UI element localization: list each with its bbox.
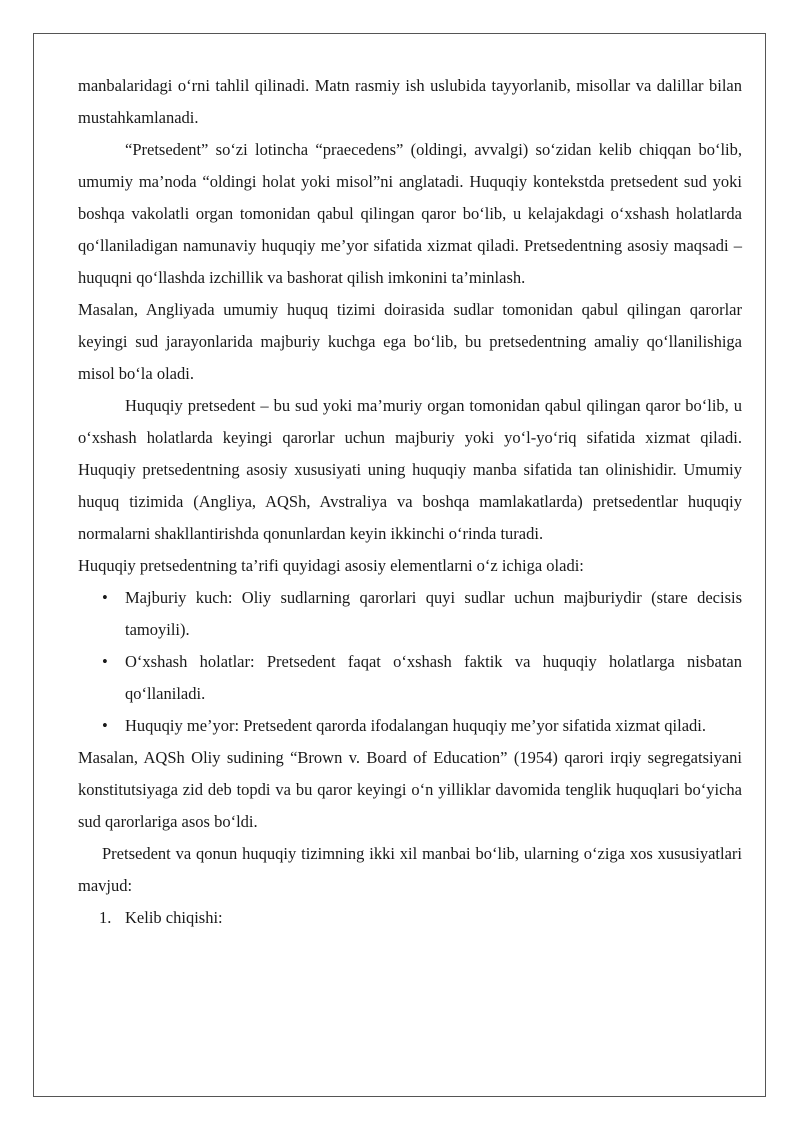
bullet-marker: • [102, 588, 108, 607]
list-item-text: Majburiy kuch: Oliy sudlarning qarorlari quyi sudlar uchun majburiydir (stare decisis tamoyili). [125, 588, 742, 639]
paragraph-6: Masalan, AQSh Oliy sudining “Brown v. Board of Education” (1954) qarori irqiy segregatsiyani konstitutsiyaga zid deb topdi va bu qaror keyingi o‘n yilliklar davomida tenglik huquqlari bo‘yicha sud qarorlariga asos bo‘ldi. [78, 748, 742, 831]
paragraph-4: Huquqiy pretsedent – bu sud yoki ma’muriy organ tomonidan qabul qilingan qaror bo‘lib, u o‘xshash holatlarda keyingi qarorlar uchun majburiy yoki yo‘l-yo‘riq sifatida xizmat qiladi. Huquqiy pretsedentning asosiy xususiyati uning huquqiy manba sifatida tan olinishidir. Umumiy huquq tizimida (Angliya, AQSh, Avstraliya va boshqa mamlakatlarda) pretsedentlar huquqiy normalarni shakllantirishda qonunlardan keyin ikkinchi o‘rinda turadi. [78, 396, 742, 543]
bullet-list [78, 582, 742, 742]
bullet-marker: • [102, 716, 108, 735]
list-item [78, 582, 742, 646]
list-item-text: Kelib chiqishi: [125, 908, 223, 927]
paragraph-3: Masalan, Angliyada umumiy huquq tizimi doirasida sudlar tomonidan qabul qilingan qarorlar keyingi sud jarayonlarida majburiy kuchga ega bo‘lib, bu pretsedentning amaliy qo‘llanilishiga misol bo‘la oladi. [78, 300, 742, 383]
paragraph-1: manbalaridagi o‘rni tahlil qilinadi. Matn rasmiy ish uslubida tayyorlanib, misollar va dalillar bilan mustahkamlanadi. [78, 76, 742, 127]
document-body [78, 70, 742, 934]
paragraph-7: Pretsedent va qonun huquqiy tizimning ikki xil manbai bo‘lib, ularning o‘ziga xos xususiyatlari mavjud: [78, 844, 742, 895]
list-item-text: O‘xshash holatlar: Pretsedent faqat o‘xshash faktik va huquqiy holatlarga nisbatan qo‘llaniladi. [125, 652, 742, 703]
paragraph-5: Huquqiy pretsedentning ta’rifi quyidagi asosiy elementlarni o‘z ichiga oladi: [78, 556, 584, 575]
list-item [78, 902, 742, 934]
paragraph-2: “Pretsedent” so‘zi lotincha “praecedens” (oldingi, avvalgi) so‘zidan kelib chiqqan bo‘lib, umumiy ma’noda “oldingi holat yoki misol”ni anglatadi. Huquqiy kontekstda pretsedent sud yoki boshqa vakolatli organ tomonidan qabul qilingan qaror bo‘lib, u kelajakdagi o‘xshash holatlarda qo‘llaniladigan namunaviy huquqiy me’yor sifatida xizmat qiladi. Pretsedentning asosiy maqsadi – huquqni qo‘llashda izchillik va bashorat qilish imkonini ta’minlash. [78, 140, 742, 287]
list-item [78, 646, 742, 710]
bullet-marker: • [102, 652, 108, 671]
list-item [78, 710, 742, 742]
numbered-list [78, 902, 742, 934]
number-marker: 1. [99, 908, 112, 927]
list-item-text: Huquqiy me’yor: Pretsedent qarorda ifodalangan huquqiy me’yor sifatida xizmat qiladi. [125, 716, 707, 735]
